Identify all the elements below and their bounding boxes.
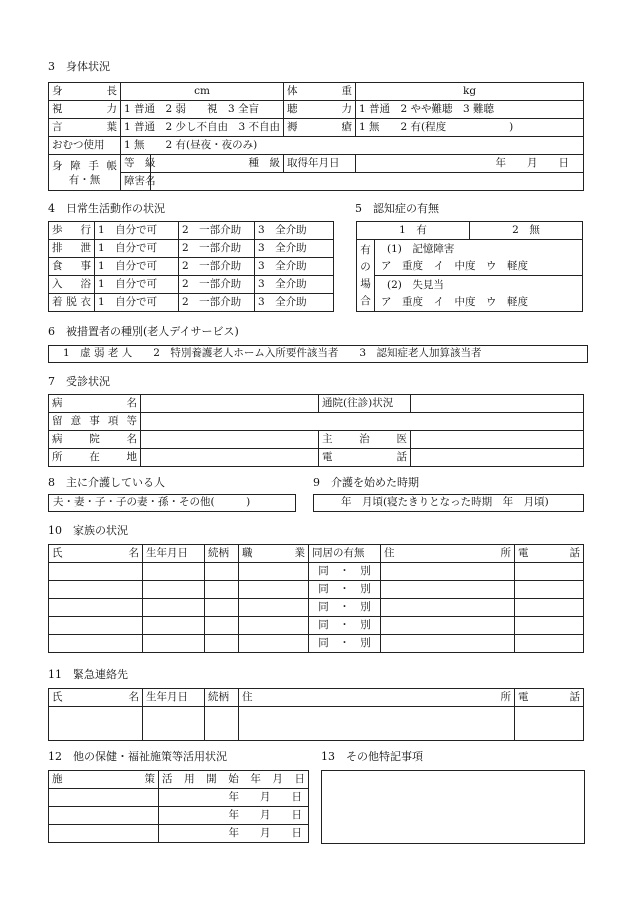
section-9-title: 9 介護を始めた時期 — [313, 476, 419, 489]
contact-cell[interactable] — [515, 707, 584, 741]
family-cell[interactable] — [205, 563, 239, 581]
family-cell[interactable] — [381, 563, 515, 581]
family-cell[interactable] — [381, 599, 515, 617]
vision-options[interactable]: 1 普通 2 弱 視 3 全盲 — [121, 101, 284, 119]
welfare-cell[interactable] — [49, 789, 159, 807]
acquired-date-value[interactable]: 年 月 日 — [356, 155, 584, 173]
if-yes-char: の — [360, 260, 371, 273]
table-row — [49, 707, 584, 741]
care-start-box[interactable]: 年 月頃(寝たきりとなった時期 年 月頃) — [313, 494, 584, 512]
family-cell[interactable] — [143, 617, 205, 635]
family-cell[interactable] — [515, 635, 584, 653]
family-cell[interactable] — [239, 635, 309, 653]
phone-label: 電 話 — [319, 449, 411, 467]
section-10-title: 10 家族の状況 — [48, 524, 128, 537]
dementia-no[interactable]: 2 無 — [470, 222, 583, 240]
hospital-value[interactable] — [141, 431, 319, 449]
contact-cell[interactable] — [143, 707, 205, 741]
memory-impairment-label: (1) 記憶障害 — [387, 242, 455, 255]
family-header-cohabit: 同居の有無 — [309, 545, 381, 563]
adl-option-2[interactable]: 2 一部介助 — [179, 222, 255, 240]
welfare-date[interactable]: 年 月 日 — [159, 789, 309, 807]
family-cell[interactable] — [49, 563, 143, 581]
adl-option-3[interactable]: 3 全介助 — [255, 276, 334, 294]
family-cell[interactable] — [239, 563, 309, 581]
diaper-options[interactable]: 1 無 2 有(昼夜・夜のみ) — [121, 137, 584, 155]
doctor-label: 主 治 医 — [319, 431, 411, 449]
adl-label: 着脱衣 — [49, 294, 95, 312]
visit-status-value[interactable] — [411, 395, 584, 413]
section-12-title: 12 他の保健・福祉施策等活用状況 — [48, 750, 227, 763]
grade-label: 等 級 — [121, 155, 151, 173]
recipient-type-box[interactable]: 1 虚 弱 老 人 2 特別養護老人ホーム入所要件該当者 3 認知症老人加算該当者 — [48, 345, 588, 363]
adl-option-3[interactable]: 3 全介助 — [255, 240, 334, 258]
table-row — [49, 599, 584, 617]
speech-label: 言 葉 — [49, 119, 121, 137]
table-row — [49, 617, 584, 635]
section-3-title: 3 身体状況 — [48, 60, 110, 73]
family-cell[interactable] — [381, 581, 515, 599]
welfare-usage-table — [48, 770, 309, 843]
welfare-cell[interactable] — [49, 825, 159, 843]
section-13-title: 13 その他特記事項 — [321, 750, 423, 763]
table-row — [49, 807, 309, 825]
welfare-header-start-date: 活用開始年月日 — [159, 771, 309, 789]
disease-value[interactable] — [141, 395, 319, 413]
disability-handbook-label — [49, 155, 121, 191]
family-cell[interactable] — [515, 581, 584, 599]
cohabit-choice[interactable]: 同 ・ 別 — [309, 599, 381, 617]
doctor-value[interactable] — [411, 431, 584, 449]
adl-row — [49, 222, 334, 240]
section-7-title: 7 受診状況 — [48, 375, 110, 388]
address-value[interactable] — [141, 449, 319, 467]
family-cell[interactable] — [239, 581, 309, 599]
family-cell[interactable] — [143, 635, 205, 653]
cohabit-choice[interactable]: 同 ・ 別 — [309, 563, 381, 581]
section-6-title: 6 被措置者の種別(老人デイサービス) — [48, 325, 239, 338]
adl-option-1[interactable]: 1 自分で可 — [95, 258, 179, 276]
family-cell[interactable] — [515, 599, 584, 617]
contact-cell[interactable] — [205, 707, 239, 741]
bedsore-label: 褥 瘡 — [284, 119, 356, 137]
family-header-name: 氏 名 — [49, 545, 143, 563]
section-5-title: 5 認知症の有無 — [355, 202, 439, 215]
notes-label: 留意事項等 — [49, 413, 141, 431]
hearing-options[interactable]: 1 普通 2 やや難聴 3 難聴 — [356, 101, 584, 119]
address-label: 所 在 地 — [49, 449, 141, 467]
contact-header-address: 住 所 — [239, 689, 515, 707]
physical-condition-table — [48, 82, 584, 191]
adl-option-2[interactable]: 2 一部介助 — [179, 258, 255, 276]
weight-unit[interactable]: kg — [356, 83, 584, 101]
memory-impairment[interactable] — [375, 240, 583, 276]
table-row — [49, 563, 584, 581]
acquired-date-label: 取得年月日 — [284, 155, 356, 173]
adl-option-1[interactable]: 1 自分で可 — [95, 222, 179, 240]
contact-header-phone: 電 話 — [515, 689, 584, 707]
family-cell[interactable] — [239, 599, 309, 617]
family-cell[interactable] — [515, 617, 584, 635]
family-cell[interactable] — [239, 617, 309, 635]
disease-label: 病 名 — [49, 395, 141, 413]
family-cell[interactable] — [143, 599, 205, 617]
family-cell[interactable] — [205, 617, 239, 635]
family-cell[interactable] — [205, 599, 239, 617]
section-8-title: 8 主に介護している人 — [48, 476, 165, 489]
welfare-date[interactable]: 年 月 日 — [159, 825, 309, 843]
adl-option-3[interactable]: 3 全介助 — [255, 222, 334, 240]
hearing-label: 聴 力 — [284, 101, 356, 119]
adl-row — [49, 276, 334, 294]
height-unit[interactable]: cm — [121, 83, 284, 101]
memory-impairment-levels[interactable]: ア 重度 イ 中度 ウ 軽度 — [381, 259, 528, 272]
if-yes-side-label — [357, 240, 375, 312]
disability-name-value[interactable] — [151, 173, 584, 191]
family-cell[interactable] — [143, 581, 205, 599]
speech-options[interactable]: 1 普通 2 少し不自由 3 不自由 — [121, 119, 284, 137]
weight-label: 体 重 — [284, 83, 356, 101]
diaper-label: おむつ使用 — [49, 137, 121, 155]
adl-option-3[interactable]: 3 全介助 — [255, 258, 334, 276]
family-cell[interactable] — [49, 581, 143, 599]
other-notes-box[interactable] — [321, 770, 585, 844]
bedsore-options[interactable]: 1 無 2 有(程度 ) — [356, 119, 584, 137]
adl-label: 排 泄 — [49, 240, 95, 258]
emergency-contact-table — [48, 688, 584, 741]
disability-name-label: 障害名 — [121, 173, 151, 191]
table-row — [49, 581, 584, 599]
adl-row — [49, 294, 334, 312]
family-table — [48, 544, 584, 653]
family-header-occupation: 職 業 — [239, 545, 309, 563]
family-cell[interactable] — [49, 599, 143, 617]
disorientation[interactable] — [375, 276, 583, 312]
family-cell[interactable] — [205, 581, 239, 599]
disability-handbook-yes-no[interactable]: 有・無 — [68, 173, 101, 186]
section-11-title: 11 緊急連絡先 — [48, 668, 128, 681]
family-cell[interactable] — [49, 617, 143, 635]
family-cell[interactable] — [381, 617, 515, 635]
section-4-title: 4 日常生活動作の状況 — [48, 202, 165, 215]
table-row — [49, 789, 309, 807]
adl-label: 食 事 — [49, 258, 95, 276]
table-row — [49, 635, 584, 653]
adl-label: 入 浴 — [49, 276, 95, 294]
contact-header-name: 氏 名 — [49, 689, 143, 707]
adl-option-2[interactable]: 2 一部介助 — [179, 294, 255, 312]
visit-status-label: 通院(往診)状況 — [319, 395, 411, 413]
contact-header-relation: 続柄 — [205, 689, 239, 707]
family-cell[interactable] — [49, 635, 143, 653]
family-cell[interactable] — [143, 563, 205, 581]
hospital-label: 病 院 名 — [49, 431, 141, 449]
adl-option-3[interactable]: 3 全介助 — [255, 294, 334, 312]
family-header-address: 住 所 — [381, 545, 515, 563]
family-cell[interactable] — [381, 635, 515, 653]
phone-value[interactable] — [411, 449, 584, 467]
adl-option-1[interactable]: 1 自分で可 — [95, 276, 179, 294]
table-row — [49, 825, 309, 843]
adl-row — [49, 258, 334, 276]
adl-option-1[interactable]: 1 自分で可 — [95, 240, 179, 258]
welfare-date[interactable]: 年 月 日 — [159, 807, 309, 825]
main-caregiver-box[interactable]: 夫・妻・子・子の妻・孫・その他( ) — [48, 494, 296, 512]
grade-type[interactable]: 種 級 — [151, 155, 284, 173]
adl-option-2[interactable]: 2 一部介助 — [179, 240, 255, 258]
adl-table — [48, 221, 334, 312]
family-header-relation: 続柄 — [205, 545, 239, 563]
adl-option-1[interactable]: 1 自分で可 — [95, 294, 179, 312]
dementia-yes[interactable]: 1 有 — [357, 222, 470, 240]
family-header-birthdate: 生年月日 — [143, 545, 205, 563]
disorientation-label: (2) 失見当 — [387, 278, 444, 291]
disorientation-levels[interactable]: ア 重度 イ 中度 ウ 軽度 — [381, 295, 528, 308]
height-label: 身 長 — [49, 83, 121, 101]
welfare-header-policy: 施 策 — [49, 771, 159, 789]
welfare-cell[interactable] — [49, 807, 159, 825]
vision-label: 視 力 — [49, 101, 121, 119]
if-yes-char: 有 — [360, 243, 371, 256]
disability-handbook-title: 身障手帳 — [52, 159, 117, 172]
adl-option-2[interactable]: 2 一部介助 — [179, 276, 255, 294]
if-yes-char: 合 — [360, 294, 371, 307]
family-cell[interactable] — [515, 563, 584, 581]
medical-table — [48, 394, 584, 467]
dementia-table — [356, 221, 583, 312]
notes-value[interactable] — [141, 413, 584, 431]
contact-header-birthdate: 生年月日 — [143, 689, 205, 707]
contact-cell[interactable] — [49, 707, 143, 741]
if-yes-char: 場 — [360, 277, 371, 290]
adl-label: 歩 行 — [49, 222, 95, 240]
cohabit-choice[interactable]: 同 ・ 別 — [309, 617, 381, 635]
cohabit-choice[interactable]: 同 ・ 別 — [309, 635, 381, 653]
cohabit-choice[interactable]: 同 ・ 別 — [309, 581, 381, 599]
adl-row — [49, 240, 334, 258]
contact-cell[interactable] — [239, 707, 515, 741]
family-cell[interactable] — [205, 635, 239, 653]
family-header-phone: 電 話 — [515, 545, 584, 563]
